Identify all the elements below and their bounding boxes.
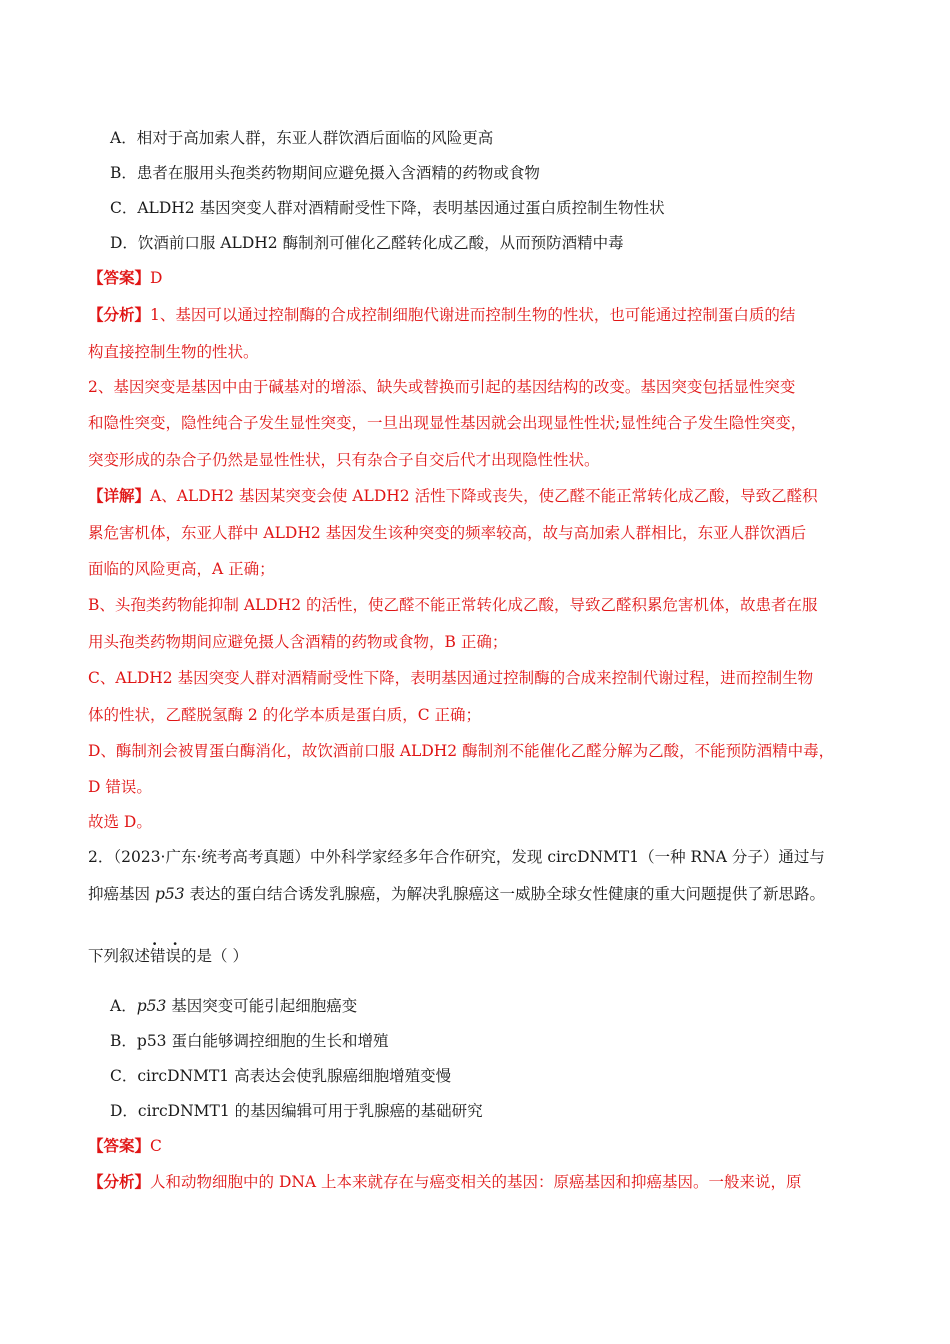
q1-detail-line-3: 面临的风险更高，A 正确； [88, 560, 275, 578]
answer-value: C [150, 1137, 162, 1155]
q1-detail-line-7: 体的性状，乙醛脱氢酶 2 的化学本质是蛋白质，C 正确； [88, 706, 482, 724]
q2-question [88, 946, 890, 966]
question-pre: 下列叙述 [88, 947, 151, 965]
answer-tag: 【答案】 [88, 268, 151, 287]
option-a-text: 基因突变可能引起细胞癌变 [166, 997, 358, 1015]
q1-detail-line-10: 故选 D。 [88, 813, 152, 831]
question-post: 的是（ ） [181, 947, 248, 965]
q2-option-c: C．circDNMT1 高表达会使乳腺癌细胞增殖变慢 [110, 1067, 452, 1085]
q1-detail-line-9: D 错误。 [88, 778, 152, 796]
q1-detail-line-8: D、酶制剂会被胃蛋白酶消化，故饮酒前口服 ALDH2 酶制剂不能催化乙醛分解为乙酸，不能预防酒精中毒， [88, 742, 835, 760]
q1-detail-line-5: 用头孢类药物期间应避免摄人含酒精的药物或食物，B 正确； [88, 633, 508, 651]
answer-tag: 【答案】 [88, 1136, 151, 1155]
stem-post: 表达的蛋白结合诱发乳腺癌，为解决乳腺癌这一威胁全球女性健康的重大问题提供了新思路。 [184, 885, 826, 903]
q2-option-b: B．p53 蛋白能够调控细胞的生长和增殖 [110, 1032, 389, 1050]
analysis-tag: 【分析】 [88, 1172, 151, 1191]
q1-option-b: B．患者在服用头孢类药物期间应避免摄入含酒精的药物或食物 [110, 164, 540, 182]
q1-analysis-line-2: 构直接控制生物的性状。 [88, 343, 259, 361]
q1-detail-line-2: 累危害机体，东亚人群中 ALDH2 基因发生该种突变的频率较高，故与高加索人群相比，东亚人群饮酒后 [88, 524, 807, 542]
q1-analysis-line-5: 突变形成的杂合子仍然是显性性状，只有杂合子自交后代才出现隐性性状。 [88, 451, 600, 469]
stem-pre: 抑癌基因 [88, 885, 155, 903]
detail-text: A、ALDH2 基因某突变会使 ALDH2 活性下降或丧失，使乙醛不能正常转化成乙酸，导致乙醛积 [150, 487, 818, 505]
analysis-tag: 【分析】 [88, 305, 151, 324]
analysis-text: 人和动物细胞中的 DNA 上本来就存在与癌变相关的基因：原癌基因和抑癌基因。一般来说，原 [150, 1173, 802, 1191]
q1-detail-line-1 [88, 486, 890, 506]
q1-analysis-line-3: 2、基因突变是基因中由于碱基对的增添、缺失或替换而引起的基因结构的改变。基因突变包括显性突变 [88, 378, 796, 396]
q2-stem-line-1: 2．（2023·广东·统考高考真题）中外科学家经多年合作研究，发现 circDNMT1（一种 RNA 分子）通过与 [88, 848, 825, 866]
option-a-gene: p53 [136, 997, 167, 1015]
q2-answer [88, 1136, 890, 1156]
emphasis-word: · · 错误 [150, 947, 181, 965]
answer-value: D [150, 269, 163, 287]
q1-answer [88, 268, 890, 288]
option-a-prefix: A． [110, 997, 137, 1015]
q1-option-c: C．ALDH2 基因突变人群对酒精耐受性下降，表明基因通过蛋白质控制生物性状 [110, 199, 665, 217]
q2-stem-line-2 [88, 884, 890, 904]
analysis-text: 1、基因可以通过控制酶的合成控制细胞代谢进而控制生物的性状，也可能通过控制蛋白质的结 [150, 306, 796, 324]
q2-option-d: D．circDNMT1 的基因编辑可用于乳腺癌的基础研究 [110, 1102, 483, 1120]
q2-analysis-line-1 [88, 1172, 890, 1192]
q1-option-d: D．饮酒前口服 ALDH2 酶制剂可催化乙醛转化成乙酸，从而预防酒精中毒 [110, 234, 624, 252]
q1-detail-line-4: B、头孢类药物能抑制 ALDH2 的活性，使乙醛不能正常转化成乙酸，导致乙醛积累危害机体，故患者在服 [88, 596, 818, 614]
detail-tag: 【详解】 [88, 486, 151, 505]
q1-analysis-line-4: 和隐性突变，隐性纯合子发生显性突变，一旦出现显性基因就会出现显性性状;显性纯合子发生隐性突变， [88, 414, 807, 432]
q2-option-a [110, 996, 890, 1016]
q1-analysis-line-1 [88, 305, 890, 325]
stem-gene: p53 [154, 885, 185, 903]
q1-detail-line-6: C、ALDH2 基因突变人群对酒精耐受性下降，表明基因通过控制酶的合成来控制代谢过程，进而控制生物 [88, 669, 814, 687]
q1-option-a: A．相对于高加索人群，东亚人群饮酒后面临的风险更高 [110, 129, 494, 147]
